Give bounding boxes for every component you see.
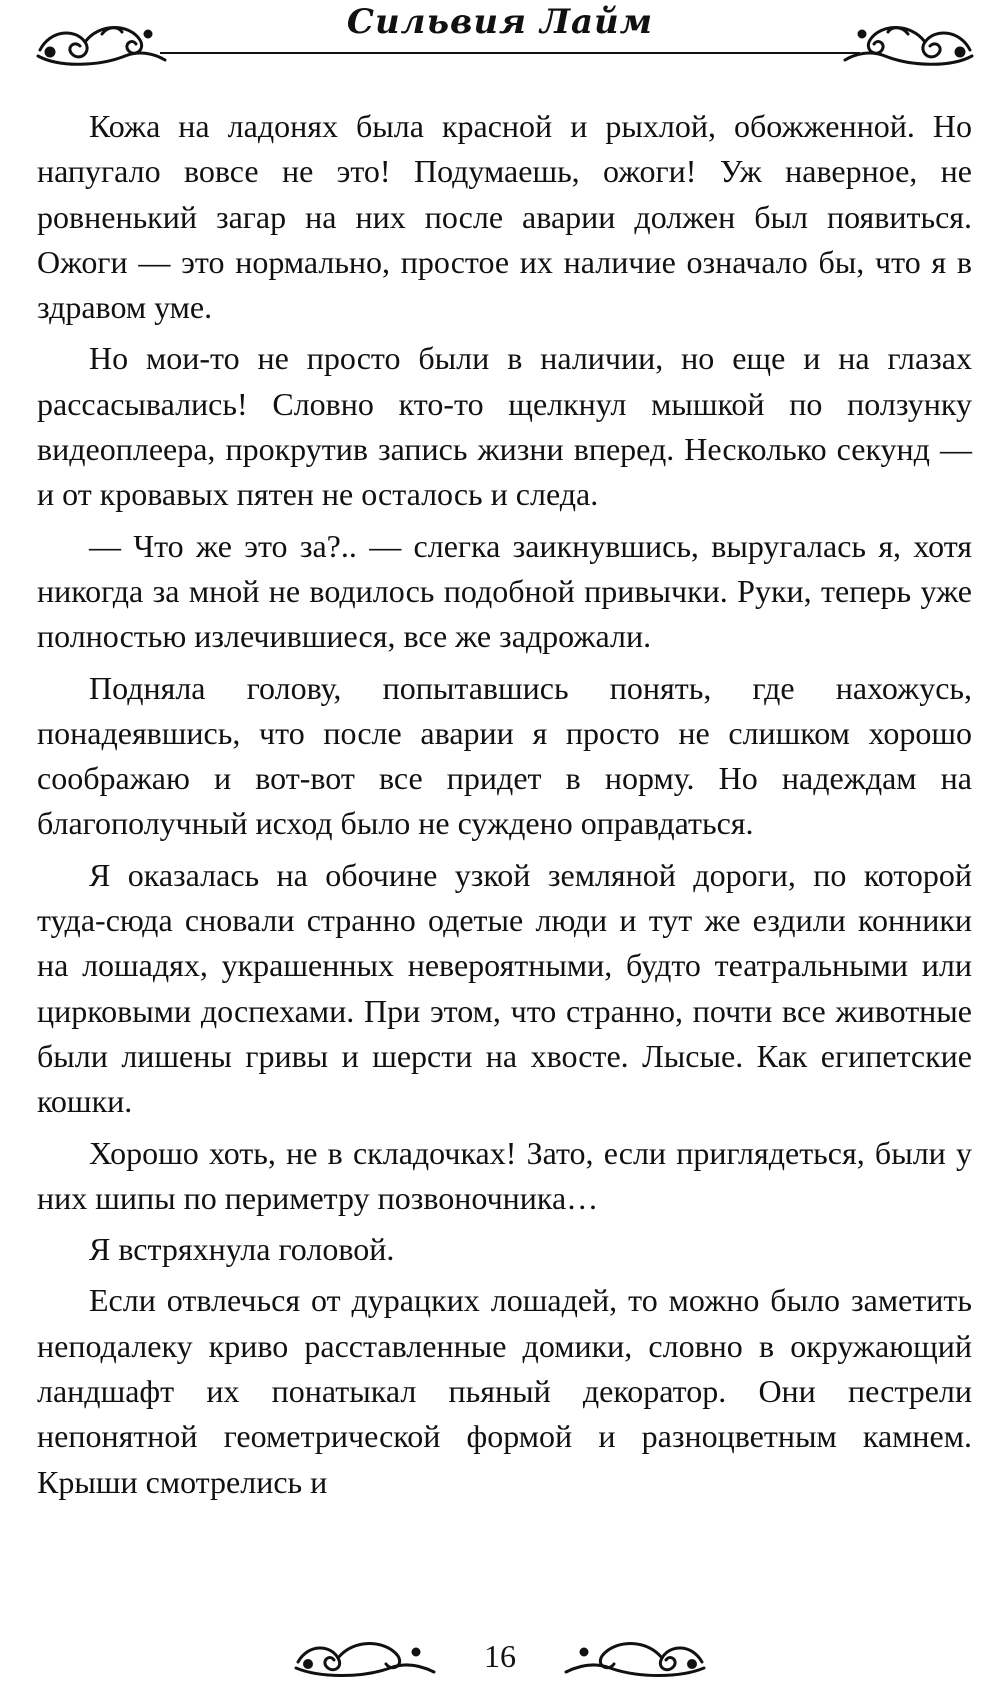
body-text xyxy=(37,104,972,1505)
flourish-ornament-icon xyxy=(835,12,980,72)
paragraph: Я встряхнула головой. xyxy=(89,1231,395,1268)
page-number: 16 xyxy=(484,1638,516,1674)
paragraph: Подняла голову, попытавшись понять, где нахожусь, понадеявшись, что после аварии я просто не слишком хорошо соображаю и вот-вот все придет в норму. Но надеждам на благополучный исход было не суждено оправдаться. xyxy=(37,669,972,842)
paragraph: — Что же это за?.. — слегка заикнувшись, выругалась я, хотя никогда за мной не водилось подобной привычки. Руки, теперь уже полностью излечившиеся, все же задрожали. xyxy=(37,527,972,655)
flourish-ornament-icon xyxy=(560,1632,710,1682)
paragraph: Кожа на ладонях была красной и рыхлой, обожженной. Но напугало вовсе не это! Подумаешь, ожоги! Уж наверное, не ровненький загар на них после аварии должен был появиться. Ожоги — это нормально, простое их наличие означало бы, что я в здравом уме. xyxy=(37,108,972,326)
paragraph: Хорошо хоть, не в складочках! Зато, если приглядеться, были у них шипы по периметру позвоночника… xyxy=(37,1134,972,1216)
page-footer xyxy=(0,1630,1000,1690)
running-header xyxy=(30,0,970,80)
paragraph: Я оказалась на обочине узкой земляной дороги, по которой туда-сюда сновали странно одетые люди и тут же ездили конники на лошадях, украшенных невероятными, будто театральными или цирковыми доспехами. При этом, что странно, почти все животные были лишены гривы и шерсти на хвосте. Лысые. Как египетские кошки. xyxy=(37,856,972,1120)
header-title: Сильвия Лайм xyxy=(346,2,654,42)
paragraph: Если отвлечься от дурацких лошадей, то можно было заметить неподалеку криво расставленные домики, словно в окружающий ландшафт их понатыкал пьяный декоратор. Они пестрели непонятной геометрической формой и разноцветным камнем. Крыши смотрелись и xyxy=(37,1282,972,1500)
paragraph: Но мои-то не просто были в наличии, но еще и на глазах рассасывались! Словно кто-то щелкнул мышкой по ползунку видеоплеера, прокрутив запись жизни вперед. Несколько секунд — и от кровавых пятен не осталось и следа. xyxy=(37,340,972,513)
header-rule xyxy=(160,52,860,54)
